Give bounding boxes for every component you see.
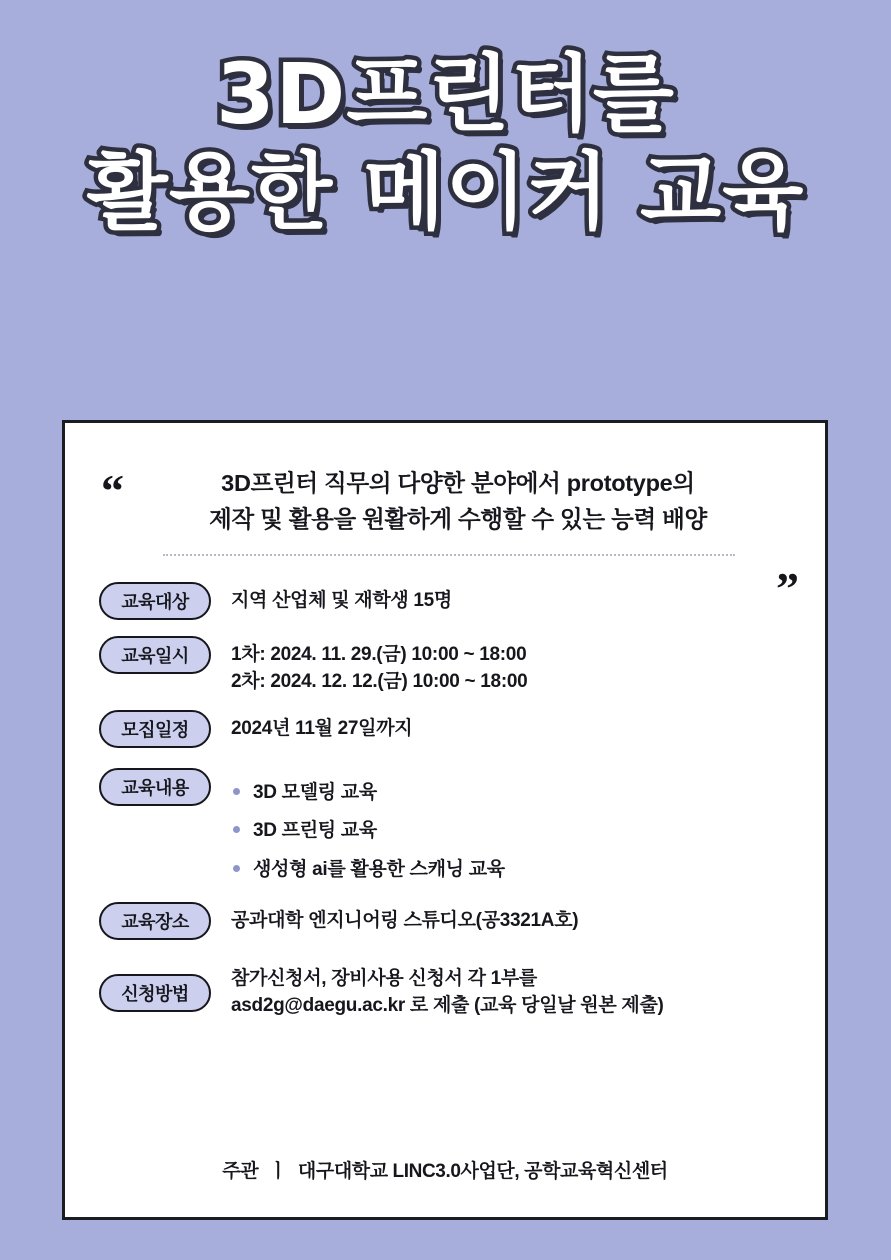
value-how-to-apply <box>211 960 664 1020</box>
quote-text-line-1: 3D프린터 직무의 다양한 분야에서 prototype의 <box>221 470 695 496</box>
title-line-2: 활용한 메이커 교육 <box>86 143 805 241</box>
info-row-target <box>99 582 795 620</box>
info-row-how-to-apply <box>99 960 795 1020</box>
schedule-line-2: 2차: 2024. 12. 12.(금) 10:00 ~ 18:00 <box>231 671 528 693</box>
how-to-apply-line-2: asd2g@daegu.ac.kr 로 제출 (교육 당일날 원본 제출) <box>231 995 664 1017</box>
info-card <box>62 420 828 1220</box>
divider <box>163 554 735 556</box>
value-target: 지역 산업체 및 재학생 15명 <box>231 589 452 611</box>
tag-place: 교육장소 <box>99 902 211 940</box>
list-item: 3D 프린팅 교육 <box>231 817 505 845</box>
tag-contents: 교육내용 <box>99 768 211 806</box>
how-to-apply-line-1: 참가신청서, 장비사용 신청서 각 1부를 <box>231 967 537 989</box>
footer-organizers: 대구대학교 LINC3.0사업단, 공학교육혁신센터 <box>297 1161 668 1182</box>
info-row-place <box>99 902 795 940</box>
footer-separator: ㅣ <box>269 1161 288 1182</box>
title-line-1: 3D프린터를 <box>216 45 675 143</box>
value-place: 공과대학 엔지니어링 스튜디오(공3321A호) <box>231 909 579 931</box>
info-row-contents <box>99 768 795 884</box>
list-item: 3D 모델링 교육 <box>231 779 505 807</box>
footer <box>65 1156 825 1183</box>
value-apply-by: 2024년 11월 27일까지 <box>231 717 413 739</box>
value-schedule <box>211 636 527 696</box>
tag-apply-by: 모집일정 <box>99 710 211 748</box>
info-row-apply-by <box>99 710 795 748</box>
quote-open-icon: “ <box>101 465 124 516</box>
footer-label: 주관 <box>222 1161 259 1182</box>
value-contents <box>211 774 505 884</box>
schedule-line-1: 1차: 2024. 11. 29.(금) 10:00 ~ 18:00 <box>231 643 527 665</box>
tag-target: 교육대상 <box>99 582 211 620</box>
quote-text-line-2: 제작 및 활용을 원활하게 수행할 수 있는 능력 배양 <box>209 506 707 533</box>
tag-schedule: 교육일시 <box>99 636 211 674</box>
poster-title <box>0 0 891 241</box>
info-list <box>65 582 825 1020</box>
info-row-schedule <box>99 636 795 696</box>
tag-how-to-apply: 신청방법 <box>99 974 211 1012</box>
quote-close-icon: ” <box>776 563 799 614</box>
list-item: 생성형 ai를 활용한 스캐닝 교육 <box>231 856 505 884</box>
contents-bullet-list <box>231 779 505 884</box>
